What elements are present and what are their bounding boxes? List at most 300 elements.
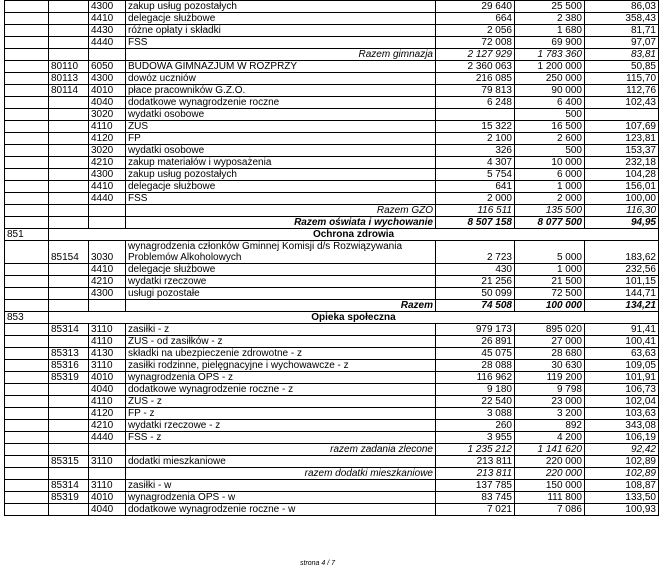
rozdzial-cell (49, 193, 89, 205)
table-row (5, 432, 659, 444)
item-name-cell: wydatki osobowe (126, 145, 436, 157)
item-name-cell: zakup usług pozostałych (126, 1, 436, 13)
rozdzial-cell (49, 37, 89, 49)
amount-2006-cell: 2 600 (515, 133, 585, 145)
table-row (5, 109, 659, 121)
table-row (5, 193, 659, 205)
amount-2006-cell: 6 000 (515, 169, 585, 181)
amount-2006-cell: 69 900 (515, 37, 585, 49)
dzial-cell (5, 193, 49, 205)
rozdzial-cell (49, 300, 89, 312)
item-name-cell: składki na ubezpieczenie zdrowotne - z (126, 348, 436, 360)
percent-cell: 81,71 (585, 25, 659, 37)
section-header-row (5, 229, 659, 241)
table-row (5, 384, 659, 396)
amount-2005-cell: 2 127 929 (436, 49, 515, 61)
percent-cell: 102,43 (585, 97, 659, 109)
amount-2005-cell: 83 745 (436, 492, 515, 504)
rozdzial-cell (49, 264, 89, 276)
dzial-cell: 851 (5, 229, 49, 241)
rozdzial-cell: 85316 (49, 360, 89, 372)
dzial-cell (5, 49, 49, 61)
dzial-cell (5, 456, 49, 468)
table-row (5, 420, 659, 432)
rozdzial-cell (49, 145, 89, 157)
paragraf-cell: 4300 (89, 288, 126, 300)
percent-cell: 108,87 (585, 480, 659, 492)
amount-2005-cell: 4 307 (436, 157, 515, 169)
paragraf-cell: 4110 (89, 121, 126, 133)
item-name-cell: ZUS - od zasiłków - z (126, 336, 436, 348)
amount-2006-cell: 30 630 (515, 360, 585, 372)
percent-cell: 112,76 (585, 85, 659, 97)
percent-cell: 232,18 (585, 157, 659, 169)
dzial-cell (5, 73, 49, 85)
item-name-cell: FŚS (126, 37, 436, 49)
item-name-cell: dodatki mieszkaniowe (126, 456, 436, 468)
item-name-cell: FP - z (126, 408, 436, 420)
rozdzial-cell (49, 217, 89, 229)
total-label-cell: razem dodatki mieszkaniowe (126, 468, 436, 480)
rozdzial-cell (49, 157, 89, 169)
rozdzial-cell (49, 121, 89, 133)
table-row (5, 241, 659, 264)
total-row (5, 217, 659, 229)
percent-cell: 106,73 (585, 384, 659, 396)
dzial-cell (5, 169, 49, 181)
rozdzial-cell (49, 276, 89, 288)
rozdzial-cell (49, 408, 89, 420)
amount-2006-cell: 4 200 (515, 432, 585, 444)
dzial-cell (5, 181, 49, 193)
percent-cell: 100,41 (585, 336, 659, 348)
dzial-cell (5, 480, 49, 492)
rozdzial-cell (49, 25, 89, 37)
dzial-cell (5, 408, 49, 420)
percent-cell: 102,89 (585, 468, 659, 480)
percent-cell: 183,62 (585, 241, 659, 264)
rozdzial-cell (49, 396, 89, 408)
amount-2006-cell: 25 500 (515, 1, 585, 13)
amount-2005-cell: 8 507 158 (436, 217, 515, 229)
total-label-cell: razem zadania zlecone (126, 444, 436, 456)
amount-2005-cell: 3 088 (436, 408, 515, 420)
dzial-cell (5, 288, 49, 300)
percent-cell: 156,01 (585, 181, 659, 193)
table-row (5, 1, 659, 13)
amount-2005-cell: 979 173 (436, 324, 515, 336)
rozdzial-cell (49, 384, 89, 396)
percent-cell: 97,07 (585, 37, 659, 49)
item-name-cell: wydatki osobowe (126, 109, 436, 121)
paragraf-cell: 4040 (89, 384, 126, 396)
dzial-cell (5, 276, 49, 288)
dzial-cell (5, 217, 49, 229)
table-row (5, 408, 659, 420)
amount-2005-cell: 26 891 (436, 336, 515, 348)
percent-cell: 63,63 (585, 348, 659, 360)
rozdzial-cell (49, 444, 89, 456)
amount-2005-cell: 72 008 (436, 37, 515, 49)
total-label-cell: Razem (126, 300, 436, 312)
percent-cell: 343,08 (585, 420, 659, 432)
table-row (5, 324, 659, 336)
amount-2006-cell: 6 400 (515, 97, 585, 109)
amount-2006-cell: 1 000 (515, 181, 585, 193)
amount-2005-cell: 74 508 (436, 300, 515, 312)
table-row (5, 61, 659, 73)
table-row (5, 37, 659, 49)
table-row (5, 348, 659, 360)
dzial-cell (5, 300, 49, 312)
amount-2006-cell: 1 000 (515, 264, 585, 276)
percent-cell: 102,89 (585, 456, 659, 468)
item-name-cell: wynagrodzenia OPS - w (126, 492, 436, 504)
amount-2005-cell: 326 (436, 145, 515, 157)
paragraf-cell (89, 49, 126, 61)
total-label-cell: Razem gimnazja (126, 49, 436, 61)
amount-2005-cell: 2 056 (436, 25, 515, 37)
dzial-cell (5, 241, 49, 264)
amount-2005-cell: 116 511 (436, 205, 515, 217)
paragraf-cell: 4410 (89, 264, 126, 276)
dzial-cell (5, 492, 49, 504)
amount-2006-cell: 8 077 500 (515, 217, 585, 229)
rozdzial-cell (49, 1, 89, 13)
paragraf-cell (89, 468, 126, 480)
table-row (5, 396, 659, 408)
rozdzial-cell: 85319 (49, 492, 89, 504)
item-name-cell: zasiłki - z (126, 324, 436, 336)
paragraf-cell: 4120 (89, 133, 126, 145)
dzial-cell (5, 264, 49, 276)
paragraf-cell: 4110 (89, 336, 126, 348)
rozdzial-cell (49, 504, 89, 516)
rozdzial-cell: 80110 (49, 61, 89, 73)
paragraf-cell: 4040 (89, 504, 126, 516)
paragraf-cell: 4120 (89, 408, 126, 420)
paragraf-cell: 4010 (89, 85, 126, 97)
amount-2006-cell: 72 500 (515, 288, 585, 300)
rozdzial-cell (49, 432, 89, 444)
paragraf-cell (89, 217, 126, 229)
percent-cell: 103,63 (585, 408, 659, 420)
rozdzial-cell: 85314 (49, 480, 89, 492)
percent-cell: 134,21 (585, 300, 659, 312)
amount-2006-cell: 90 000 (515, 85, 585, 97)
dzial-cell (5, 504, 49, 516)
paragraf-cell: 6050 (89, 61, 126, 73)
percent-cell: 115,70 (585, 73, 659, 85)
amount-2006-cell: 895 020 (515, 324, 585, 336)
rozdzial-cell (49, 336, 89, 348)
table-row (5, 480, 659, 492)
amount-2006-cell: 16 500 (515, 121, 585, 133)
dzial-cell (5, 25, 49, 37)
item-name-cell: FŚS (126, 193, 436, 205)
paragraf-cell (89, 444, 126, 456)
amount-2005-cell: 641 (436, 181, 515, 193)
table-row (5, 492, 659, 504)
item-name-cell: delegacje służbowe (126, 264, 436, 276)
dzial-cell (5, 360, 49, 372)
amount-2005-cell: 2 100 (436, 133, 515, 145)
rozdzial-cell (49, 97, 89, 109)
table-row (5, 13, 659, 25)
paragraf-cell: 4430 (89, 25, 126, 37)
dzial-cell (5, 420, 49, 432)
paragraf-cell: 4210 (89, 420, 126, 432)
percent-cell: 144,71 (585, 288, 659, 300)
amount-2006-cell: 2 380 (515, 13, 585, 25)
amount-2005-cell: 15 322 (436, 121, 515, 133)
amount-2006-cell: 111 800 (515, 492, 585, 504)
dzial-cell: 853 (5, 312, 49, 324)
amount-2006-cell: 28 680 (515, 348, 585, 360)
amount-2005-cell: 3 955 (436, 432, 515, 444)
amount-2005-cell: 2 723 (436, 241, 515, 264)
dzial-cell (5, 348, 49, 360)
percent-cell: 86,03 (585, 1, 659, 13)
budget-table-body (5, 1, 659, 516)
paragraf-cell: 4300 (89, 73, 126, 85)
amount-2005-cell: 5 754 (436, 169, 515, 181)
item-name-cell: FŚS - z (126, 432, 436, 444)
total-label-cell: Razem oświata i wychowanie (126, 217, 436, 229)
paragraf-cell: 3030 (89, 241, 126, 264)
subtotal-row (5, 49, 659, 61)
percent-cell: 104,28 (585, 169, 659, 181)
table-row (5, 73, 659, 85)
amount-2006-cell: 100 000 (515, 300, 585, 312)
table-row (5, 97, 659, 109)
percent-cell: 107,69 (585, 121, 659, 133)
amount-2006-cell: 21 500 (515, 276, 585, 288)
amount-2005-cell: 216 085 (436, 73, 515, 85)
dzial-cell (5, 468, 49, 480)
amount-2005-cell: 1 235 212 (436, 444, 515, 456)
table-row (5, 85, 659, 97)
item-name-cell: wydatki rzeczowe (126, 276, 436, 288)
dzial-cell (5, 145, 49, 157)
dzial-cell (5, 444, 49, 456)
amount-2006-cell: 3 200 (515, 408, 585, 420)
paragraf-cell (89, 300, 126, 312)
table-row (5, 133, 659, 145)
amount-2006-cell: 1 680 (515, 25, 585, 37)
dzial-cell (5, 396, 49, 408)
rozdzial-cell: 85319 (49, 372, 89, 384)
dzial-cell (5, 37, 49, 49)
paragraf-cell: 4130 (89, 348, 126, 360)
dzial-cell (5, 121, 49, 133)
amount-2005-cell: 9 180 (436, 384, 515, 396)
amount-2006-cell: 250 000 (515, 73, 585, 85)
item-name-cell: BUDOWA GIMNAZJUM W ROZPRZY (126, 61, 436, 73)
rozdzial-cell (49, 468, 89, 480)
item-name-cell: płace pracowników G.Z.O. (126, 85, 436, 97)
amount-2005-cell: 28 088 (436, 360, 515, 372)
percent-cell: 94,95 (585, 217, 659, 229)
table-row (5, 276, 659, 288)
paragraf-cell: 4210 (89, 157, 126, 169)
paragraf-cell: 3110 (89, 324, 126, 336)
paragraf-cell: 3020 (89, 145, 126, 157)
paragraf-cell: 4410 (89, 181, 126, 193)
rozdzial-cell: 85314 (49, 324, 89, 336)
amount-2006-cell: 10 000 (515, 157, 585, 169)
percent-cell: 101,91 (585, 372, 659, 384)
dzial-cell (5, 61, 49, 73)
rozdzial-cell (49, 169, 89, 181)
item-name-cell: delegacje służbowe (126, 181, 436, 193)
subtotal-row (5, 468, 659, 480)
dzial-cell (5, 157, 49, 169)
percent-cell: 92,42 (585, 444, 659, 456)
rozdzial-cell (49, 133, 89, 145)
table-row (5, 121, 659, 133)
amount-2005-cell: 2 360 063 (436, 61, 515, 73)
dzial-cell (5, 1, 49, 13)
amount-2005-cell: 29 640 (436, 1, 515, 13)
percent-cell: 106,19 (585, 432, 659, 444)
table-row (5, 181, 659, 193)
percent-cell: 123,81 (585, 133, 659, 145)
table-row (5, 288, 659, 300)
percent-cell: 50,85 (585, 61, 659, 73)
amount-2006-cell: 220 000 (515, 468, 585, 480)
table-row (5, 504, 659, 516)
section-title-cell: Opieka społeczna (49, 312, 659, 324)
item-name-cell: usługi pozostałe (126, 288, 436, 300)
item-name-cell: dowóz uczniów (126, 73, 436, 85)
rozdzial-cell (49, 288, 89, 300)
rozdzial-cell: 85315 (49, 456, 89, 468)
item-name-cell: ZUS - z (126, 396, 436, 408)
rozdzial-cell: 80113 (49, 73, 89, 85)
dzial-cell (5, 97, 49, 109)
item-name-cell: ZUS (126, 121, 436, 133)
dzial-cell (5, 13, 49, 25)
total-row (5, 300, 659, 312)
amount-2006-cell: 500 (515, 109, 585, 121)
table-row (5, 372, 659, 384)
paragraf-cell: 4440 (89, 193, 126, 205)
percent-cell: 83,81 (585, 49, 659, 61)
table-row (5, 456, 659, 468)
rozdzial-cell: 85154 (49, 241, 89, 264)
amount-2006-cell: 1 200 000 (515, 61, 585, 73)
paragraf-cell: 3110 (89, 456, 126, 468)
amount-2006-cell: 150 000 (515, 480, 585, 492)
paragraf-cell: 3110 (89, 480, 126, 492)
amount-2005-cell: 260 (436, 420, 515, 432)
amount-2005-cell: 22 540 (436, 396, 515, 408)
dzial-cell (5, 109, 49, 121)
budget-table (4, 0, 659, 516)
section-title-cell: Ochrona zdrowia (49, 229, 659, 241)
paragraf-cell: 4040 (89, 97, 126, 109)
dzial-cell (5, 432, 49, 444)
item-name-cell: zasiłki - w (126, 480, 436, 492)
rozdzial-cell (49, 420, 89, 432)
table-row (5, 25, 659, 37)
amount-2006-cell: 9 798 (515, 384, 585, 396)
rozdzial-cell (49, 181, 89, 193)
rozdzial-cell (49, 13, 89, 25)
paragraf-cell: 3110 (89, 360, 126, 372)
dzial-cell (5, 85, 49, 97)
item-name-cell: zasiłki rodzinne, pielęgnacyjne i wychowawcze - z (126, 360, 436, 372)
amount-2005-cell (436, 109, 515, 121)
item-name-cell: różne opłaty i składki (126, 25, 436, 37)
amount-2005-cell: 6 248 (436, 97, 515, 109)
item-name-cell: wydatki rzeczowe - z (126, 420, 436, 432)
item-name-cell: wynagrodzenia członków Gminnej Komisji d/s Rozwiązywania Problemów Alkoholowych (126, 241, 436, 264)
table-row (5, 336, 659, 348)
amount-2006-cell: 5 000 (515, 241, 585, 264)
item-name-cell: zakup usług pozostałych (126, 169, 436, 181)
percent-cell: 232,56 (585, 264, 659, 276)
rozdzial-cell (49, 205, 89, 217)
paragraf-cell: 4440 (89, 37, 126, 49)
item-name-cell: FP (126, 133, 436, 145)
amount-2005-cell: 664 (436, 13, 515, 25)
percent-cell: 358,43 (585, 13, 659, 25)
amount-2005-cell: 116 962 (436, 372, 515, 384)
paragraf-cell: 4210 (89, 276, 126, 288)
rozdzial-cell (49, 109, 89, 121)
table-row (5, 360, 659, 372)
amount-2005-cell: 430 (436, 264, 515, 276)
paragraf-cell: 4440 (89, 432, 126, 444)
percent-cell: 153,37 (585, 145, 659, 157)
paragraf-cell: 4300 (89, 169, 126, 181)
rozdzial-cell: 85313 (49, 348, 89, 360)
dzial-cell (5, 336, 49, 348)
percent-cell: 109,05 (585, 360, 659, 372)
amount-2006-cell: 23 000 (515, 396, 585, 408)
item-name-cell: zakup materiałów i wyposażenia (126, 157, 436, 169)
paragraf-cell: 3020 (89, 109, 126, 121)
item-name-cell: delegacje służbowe (126, 13, 436, 25)
table-row (5, 145, 659, 157)
total-label-cell: Razem GZO (126, 205, 436, 217)
amount-2005-cell: 21 256 (436, 276, 515, 288)
rozdzial-cell (49, 49, 89, 61)
table-row (5, 264, 659, 276)
amount-2005-cell: 7 021 (436, 504, 515, 516)
item-name-cell: dodatkowe wynagrodzenie roczne - w (126, 504, 436, 516)
paragraf-cell: 4010 (89, 372, 126, 384)
amount-2006-cell: 2 000 (515, 193, 585, 205)
amount-2006-cell: 27 000 (515, 336, 585, 348)
paragraf-cell: 4300 (89, 1, 126, 13)
amount-2005-cell: 213 811 (436, 456, 515, 468)
table-row (5, 169, 659, 181)
dzial-cell (5, 384, 49, 396)
dzial-cell (5, 324, 49, 336)
subtotal-row (5, 444, 659, 456)
item-name-cell: dodatkowe wynagrodzenie roczne - z (126, 384, 436, 396)
rozdzial-cell: 80114 (49, 85, 89, 97)
percent-cell: 133,50 (585, 492, 659, 504)
amount-2006-cell: 1 783 360 (515, 49, 585, 61)
amount-2006-cell: 7 086 (515, 504, 585, 516)
amount-2006-cell: 500 (515, 145, 585, 157)
amount-2005-cell: 45 075 (436, 348, 515, 360)
percent-cell: 116,30 (585, 205, 659, 217)
